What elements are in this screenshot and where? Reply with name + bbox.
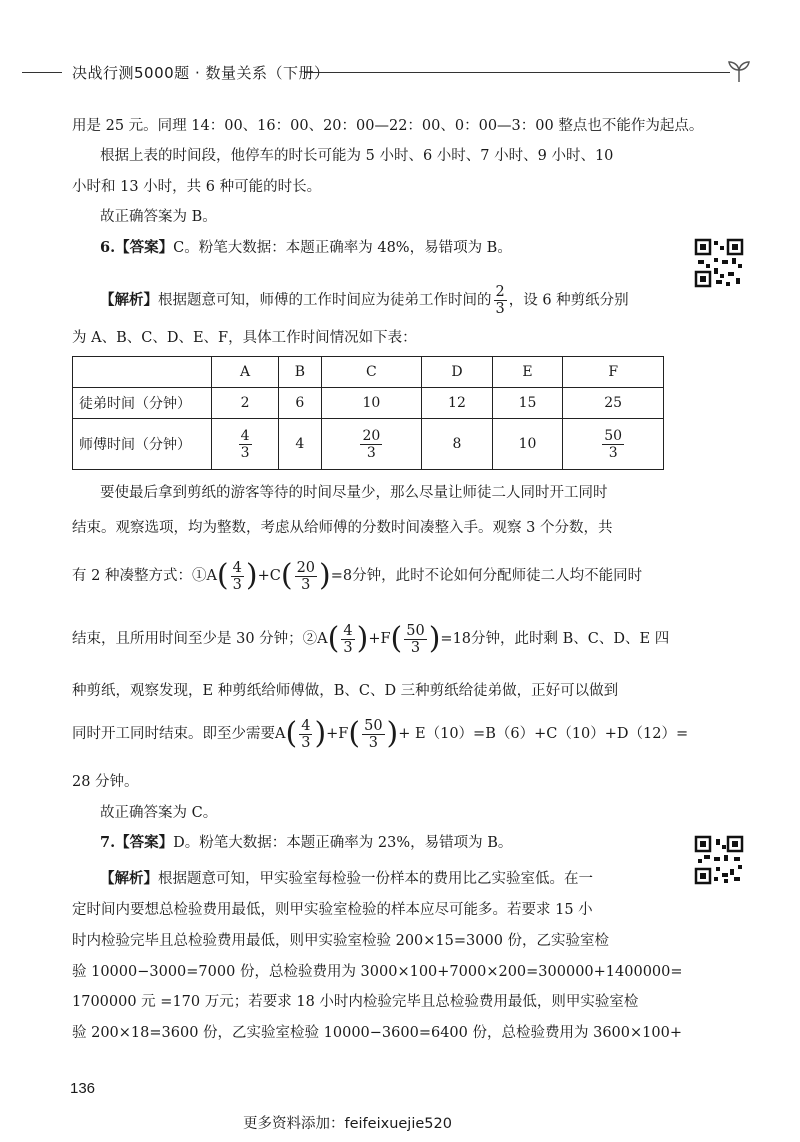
table-header-cell: B (279, 357, 321, 388)
table-header-cell (73, 357, 212, 388)
text-line: 1700000 元 =170 万元；若要求 18 小时内检验完毕且总检验费用最低，则甲实验室检 (72, 994, 639, 1010)
table-header-cell: F (563, 357, 664, 388)
table-cell (321, 419, 422, 470)
text-line: 为 A、B、C、D、E、F，具体工作时间情况如下表： (72, 330, 417, 346)
table-cell: 12 (422, 388, 493, 419)
text-line: 种剪纸，观察发现，E 种剪纸给师傅做，B、C、D 三种剪纸给徒弟做，正好可以做到 (72, 683, 619, 699)
table-cell: 2 (212, 388, 279, 419)
page-number: 136 (70, 1080, 96, 1097)
text-line: 要使最后拿到剪纸的游客等待的时间尽量少，那么尽量让师徒二人同时开工同时 (100, 485, 608, 501)
text-line: 定时间内要想总检验费用最低，则甲实验室检验的样本应尽可能多。若要求 15 小 (72, 902, 593, 918)
q7-answer-text: D。粉笔大数据：本题正确率为 23%，易错项为 B。 (173, 835, 513, 851)
q7-analysis-text: 根据题意可知，甲实验室每检验一份样本的费用比乙实验室低。在一 (158, 871, 593, 887)
table-header-cell: D (422, 357, 493, 388)
table-row-label: 师傅时间（分钟） (73, 419, 212, 470)
q6-analysis-text: ，设 6 种剪纸分别 (508, 292, 629, 309)
table-cell (212, 419, 279, 470)
text-line: 结束。观察选项，均为整数，考虑从给师傅的分数时间凑整入手。观察 3 个分数，共 (72, 520, 613, 536)
fraction: $\frac{20}{3}$ (296, 559, 316, 593)
text-line: 28 分钟。 (72, 774, 139, 790)
fraction: $\frac{50}{3}$ (364, 717, 383, 751)
text-line: 用是 25 元。同理 14：00、16：00、20：00—22：00、0：00—3：00 整点也不能作为起点。 (72, 118, 704, 134)
q6-answer (100, 238, 512, 258)
running-header (0, 58, 800, 88)
work-time-table (72, 356, 664, 470)
text-line: 小时和 13 小时，共 6 种可能的时长。 (72, 179, 322, 195)
leaf-icon (726, 58, 752, 84)
table-cell: 10 (321, 388, 422, 419)
fraction: $\frac{2}{3}$ (495, 284, 505, 317)
q6-answer-text: C。粉笔大数据：本题正确率为 48%，易错项为 B。 (173, 240, 512, 256)
table-header-cell: C (321, 357, 422, 388)
table-cell: 10 (492, 419, 563, 470)
q7-analysis (100, 869, 593, 889)
table-header-row (73, 357, 664, 388)
fraction: $\frac{4}{3}$ (232, 559, 242, 593)
text-line: 根据上表的时间段，他停车的时长可能为 5 小时、6 小时、7 小时、9 小时、10 (100, 148, 614, 164)
table-header-cell: A (212, 357, 279, 388)
table-cell: 4 (279, 419, 321, 470)
answer-line: 故正确答案为 B。 (100, 209, 217, 225)
table-cell: 25 (563, 388, 664, 419)
table-row-label: 徒弟时间（分钟） (73, 388, 212, 419)
text-line: 时内检验完毕且总检验费用最低，则甲实验室检验 200×15=3000 份，乙实验室检 (72, 933, 610, 949)
formula-line: 结束，且所用时间至少是 30 分钟；②A( $\frac{4}{3}$ )+F( $\frac{50}{3}$ )=18分钟，此时剩 B、C、D、E 四 (72, 621, 670, 656)
q6-analysis-label: 【解析】 (100, 291, 158, 309)
table-row (73, 419, 664, 470)
header-rule-right (305, 72, 730, 73)
qr-code-icon (694, 835, 744, 885)
header-title: 决战行测5000题 · 数量关系（下册） (72, 64, 330, 82)
answer-line: 故正确答案为 C。 (100, 805, 218, 821)
q7-analysis-label: 【解析】 (100, 870, 158, 887)
table-cell (563, 419, 664, 470)
formula-line: 有 2 种凑整方式：①A( $\frac{4}{3}$ )+C( $\frac{20}{3}$ )=8分钟，此时不论如何分配师徒二人均不能同时 (72, 558, 643, 593)
fraction: $\frac{4}{3}$ (301, 717, 311, 751)
text-line: 验 200×18=3600 份，乙实验室检验 10000−3600=6400 份，总检验费用为 3600×100+ (72, 1025, 682, 1041)
fraction: $\frac{20}{3}$ (362, 427, 381, 461)
table-row (73, 388, 664, 419)
fraction: $\frac{4}{3}$ (240, 427, 250, 461)
footer-note: 更多资料添加：feifeixuejie520 (243, 1116, 452, 1132)
formula-line: 同时开工同时结束。即至少需要A( $\frac{4}{3}$ )+F( $\frac{50}{3}$ )+ E（10）=B（6）+C（10）+D（12）= (72, 716, 689, 751)
fraction: $\frac{50}{3}$ (406, 622, 425, 656)
fraction: $\frac{4}{3}$ (343, 622, 353, 656)
header-rule-left (22, 72, 62, 73)
q6-answer-label: 6.【答案】 (100, 239, 174, 256)
q6-analysis-text: 根据题意可知，师傅的工作时间应为徒弟工作时间的 (158, 292, 492, 309)
q7-answer (100, 833, 512, 853)
table-cell: 8 (422, 419, 493, 470)
fraction: $\frac{50}{3}$ (604, 427, 623, 461)
table-header-cell: E (492, 357, 563, 388)
text-line: 验 10000−3000=7000 份，总检验费用为 3000×100+7000×200=300000+1400000= (72, 964, 683, 980)
table-cell: 6 (279, 388, 321, 419)
qr-code-icon (694, 238, 744, 288)
q7-answer-label: 7.【答案】 (100, 834, 174, 851)
table-cell: 15 (492, 388, 563, 419)
q6-analysis (100, 284, 629, 317)
